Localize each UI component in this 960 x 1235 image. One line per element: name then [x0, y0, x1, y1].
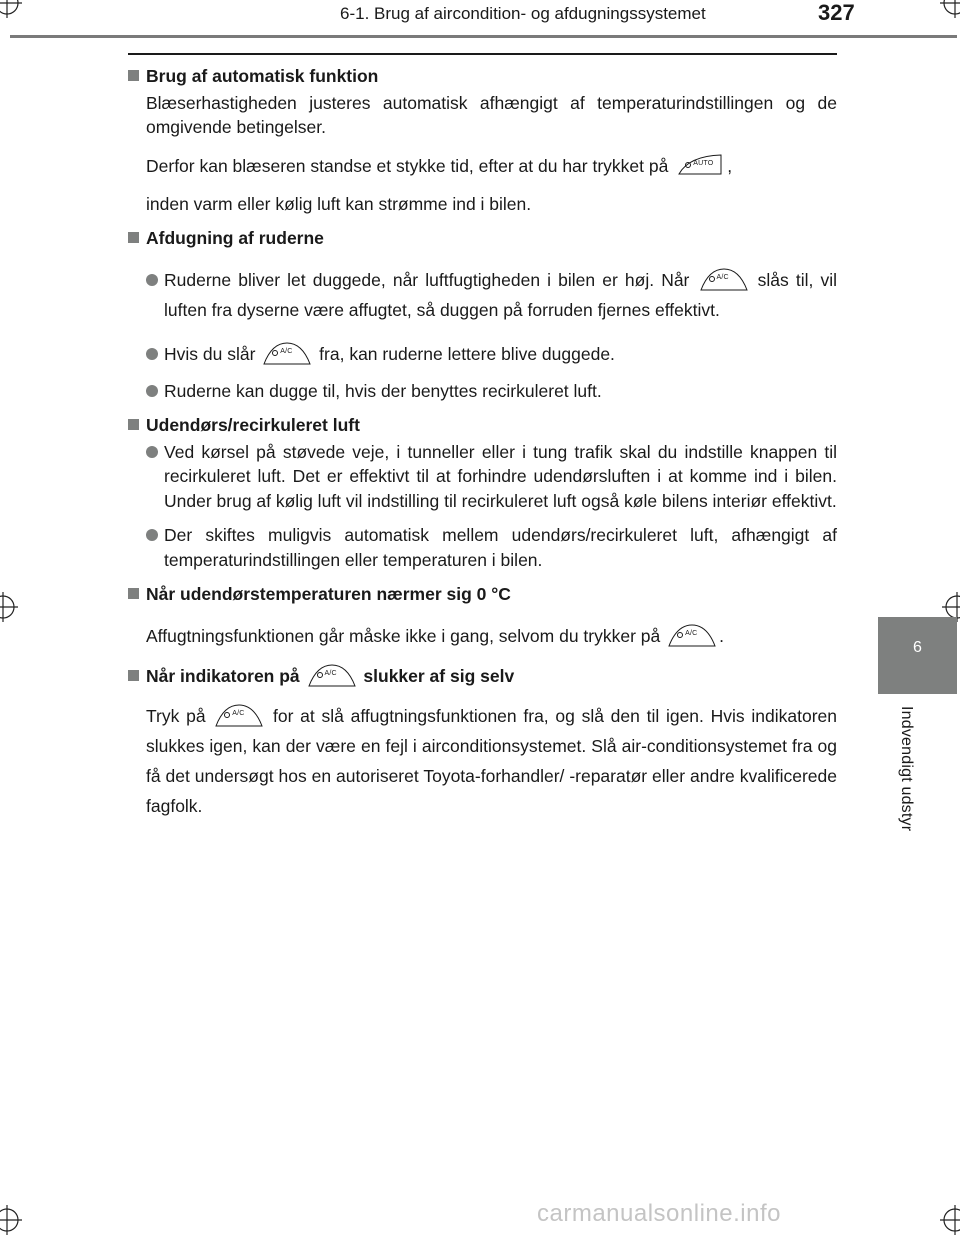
indicator-led-icon: [709, 276, 715, 282]
registration-mark-bottom-right: [940, 1205, 960, 1235]
section-heading-defog: [128, 226, 837, 251]
square-bullet-icon: [128, 670, 139, 681]
chapter-number: 6: [913, 639, 922, 656]
auto-button-icon: [675, 152, 725, 178]
heading-text: Når indikatoren på: [146, 665, 300, 686]
ac-button-icon: [214, 702, 264, 728]
bullet-item: [146, 523, 837, 572]
section-heading-zero-degrees: [128, 582, 837, 607]
square-bullet-icon: [128, 70, 139, 81]
section-heading-recirculation: [128, 413, 837, 438]
header-rule: [10, 35, 957, 38]
registration-mark-middle-left: [0, 592, 18, 622]
ac-button-icon: [667, 622, 717, 648]
heading-text: Udendørs/recirkuleret luft: [146, 415, 360, 435]
ac-button-label: A/C: [280, 347, 293, 355]
round-bullet-icon: [146, 348, 158, 360]
paragraph: Blæserhastigheden justeres automatisk afhængigt af temperaturindstillingen og de omgivende betingelser.: [146, 92, 837, 137]
page-number: 327: [818, 0, 855, 25]
heading-text: Afdugning af ruderne: [146, 228, 324, 248]
section-heading-indicator: [128, 661, 837, 691]
ac-button-label: A/C: [324, 669, 337, 677]
paragraph: [146, 621, 837, 651]
text-run: slås til, vil luften fra dyserne være affugtet, så duggen på forruden fjernes effektivt.: [164, 269, 837, 320]
ac-button-icon: [262, 340, 312, 366]
bullet-item: [146, 440, 837, 514]
ac-button-label: A/C: [716, 273, 729, 281]
watermark: carmanualsonline.info: [537, 1200, 781, 1227]
text-run: .: [719, 625, 725, 646]
square-bullet-icon: [128, 588, 139, 599]
indicator-led-icon: [677, 632, 683, 638]
ac-button-icon: [307, 662, 357, 688]
text-run: Derfor kan blæseren standse et stykke tid, efter at du har trykket på: [146, 155, 669, 176]
ac-button-icon: [699, 266, 749, 292]
registration-mark-top-left: [0, 0, 22, 18]
round-bullet-icon: [146, 274, 158, 286]
paragraph: inden varm eller kølig luft kan strømme ind i bilen.: [146, 193, 532, 214]
text-run: ,: [727, 155, 733, 176]
heading-text: slukker af sig selv: [363, 665, 515, 686]
bullet-item: [146, 339, 837, 369]
running-header-title: 6-1. Brug af aircondition- og afdugningssystemet: [340, 4, 706, 23]
text-run: Affugtningsfunktionen går måske ikke i gang, selvom du trykker på: [146, 625, 661, 646]
text-run: Der skiftes muligvis automatisk mellem udendørs/recirkuleret luft, afhængigt af temperaturindstillingen eller temperaturen i bilen.: [164, 525, 837, 570]
text-run: Hvis du slår: [164, 343, 256, 364]
text-run: for at slå affugtningsfunktionen fra, og slå den til igen. Hvis indikatoren slukkes igen, kan der være en fejl i airconditionsystemet. Slå air-conditionsystemet fra og få det undersøgt hos en autoriseret Toyota-forhandler/ -reparatør eller andre kvalificerede fagfolk.: [146, 705, 837, 816]
round-bullet-icon: [146, 385, 158, 397]
text-run: Ruderne bliver let duggede, når luftfugtigheden i bilen er høj. Når: [164, 269, 690, 290]
square-bullet-icon: [128, 419, 139, 430]
heading-text: Når udendørstemperaturen nærmer sig 0 °C: [146, 584, 511, 604]
auto-button-label: AUTO: [693, 159, 714, 167]
bullet-item: [146, 265, 837, 325]
round-bullet-icon: [146, 529, 158, 541]
bullet-item: [146, 379, 837, 404]
paragraph: [146, 701, 837, 821]
paragraph: [146, 150, 837, 182]
indicator-led-icon: [317, 672, 323, 678]
text-run: Tryk på: [146, 705, 206, 726]
page-content: [128, 64, 837, 821]
ac-button-label: A/C: [685, 629, 698, 637]
registration-mark-top-right: [940, 0, 960, 18]
text-run: Ved kørsel på støvede veje, i tunneller eller i tung trafik skal du indstille knappen til recirkuleret luft. Det er effektivt til at forhindre udendørsluften i at komme ind i bilen. Under brug af kølig luft vil indstilling til recirkuleret luft også køle bilens interiør effektivt.: [164, 441, 837, 511]
section-heading-auto: [128, 64, 837, 89]
heading-text: Brug af automatisk funktion: [146, 66, 379, 86]
round-bullet-icon: [146, 446, 158, 458]
text-run: Ruderne kan dugge til, hvis der benyttes recirkuleret luft.: [164, 380, 602, 401]
square-bullet-icon: [128, 232, 139, 243]
ac-button-label: A/C: [232, 709, 245, 717]
text-run: fra, kan ruderne lettere blive duggede.: [319, 343, 615, 364]
chapter-label: Indvendigt udstyr: [898, 706, 915, 832]
chapter-tab: [878, 617, 957, 694]
content-top-rule: [128, 53, 837, 55]
registration-mark-bottom-left: [0, 1205, 22, 1235]
